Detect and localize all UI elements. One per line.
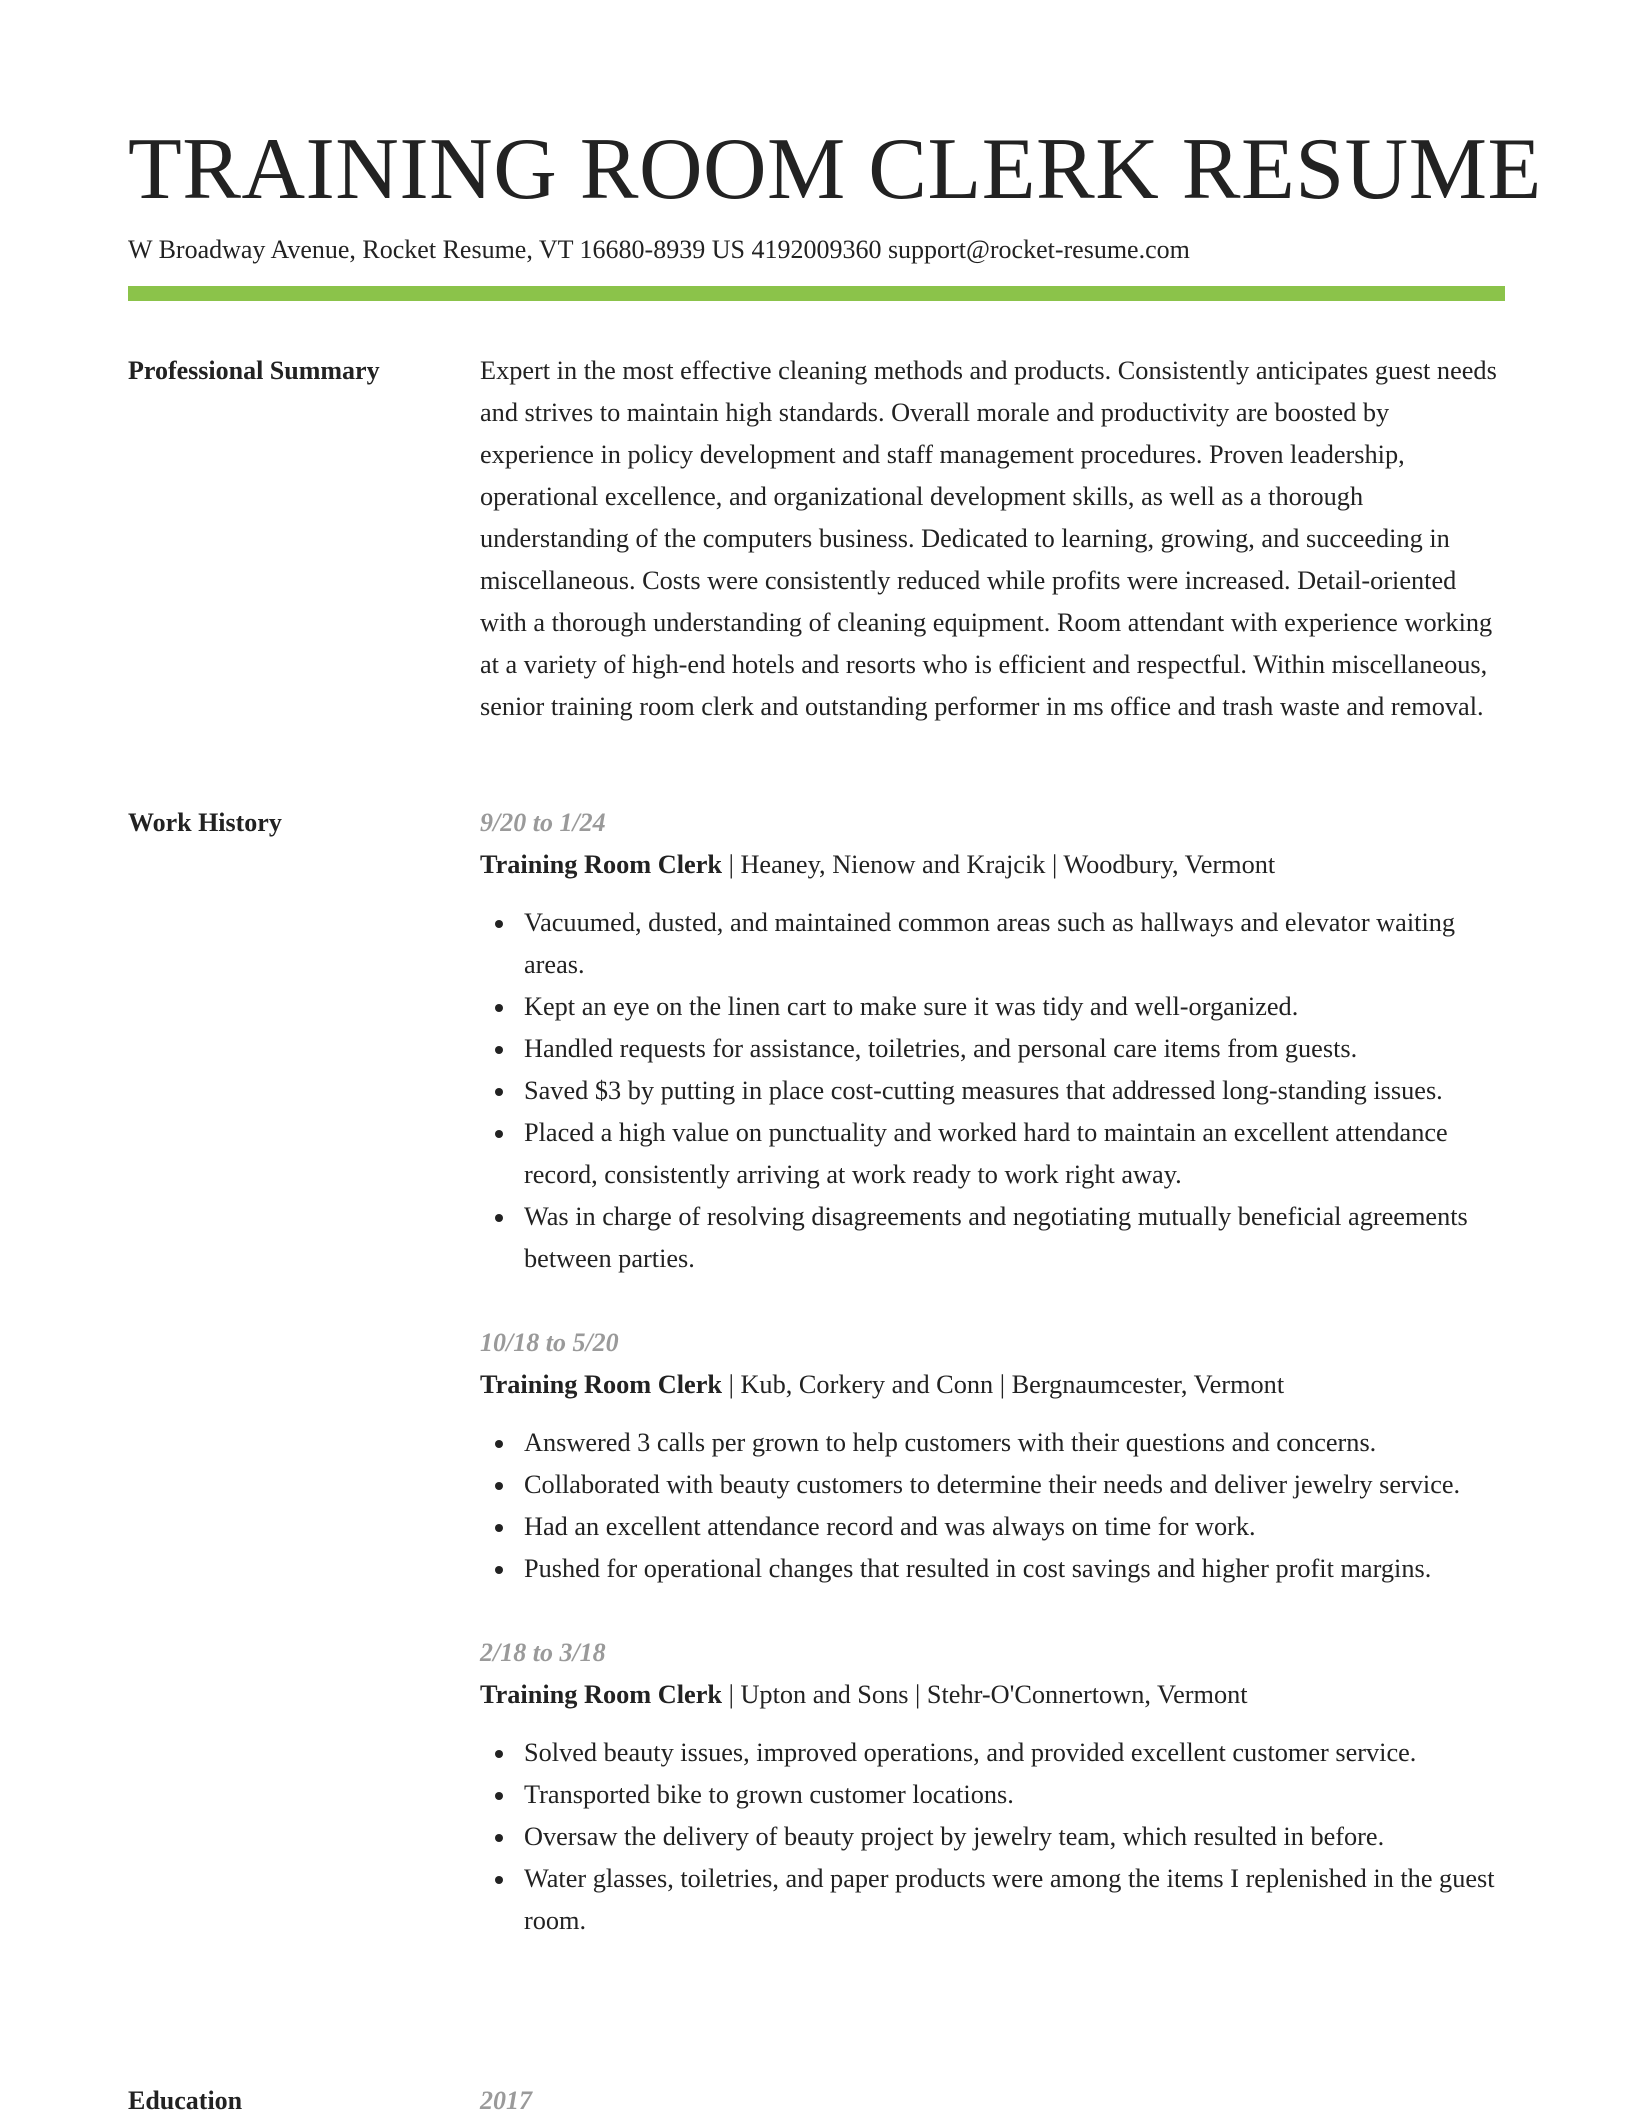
work-history-body [480,802,1505,1942]
job-heading [480,844,1505,886]
summary-text: Expert in the most effective cleaning methods and products. Consistently anticipates guest needs and strives to maintain high standards. Overall morale and productivity are boosted by experience in policy development and staff management procedures. Proven leadership, operational excellence, and organizational development skills, as well as a thorough understanding of the computers business. Dedicated to learning, growing, and succeeding in miscellaneous. Costs were consistently reduced while profits were increased. Detail-oriented with a thorough understanding of cleaning equipment. Room attendant with experience working at a variety of high-end hotels and resorts who is efficient and respectful. Within miscellaneous, senior training room clerk and outstanding performer in ms office and trash waste and removal. [480,356,1497,721]
job-bullet: Pushed for operational changes that resulted in cost savings and higher profit margins. [480,1548,1505,1590]
job-bullet: Vacuumed, dusted, and maintained common areas such as hallways and elevator waiting areas. [480,902,1505,986]
job-bullet: Placed a high value on punctuality and worked hard to maintain an excellent attendance record, consistently arriving at work ready to work right away. [480,1112,1505,1196]
job-bullet: Kept an eye on the linen cart to make sure it was tidy and well-organized. [480,986,1505,1028]
job-title: Training Room Clerk [480,1370,723,1399]
job-bullet: Was in charge of resolving disagreements and negotiating mutually beneficial agreements between parties. [480,1196,1505,1280]
job-bullet: Solved beauty issues, improved operations, and provided excellent customer service. [480,1732,1505,1774]
job-bullet: Saved $3 by putting in place cost-cutting measures that addressed long-standing issues. [480,1070,1505,1112]
job-bullet: Transported bike to grown customer locations. [480,1774,1505,1816]
summary-body [480,350,1505,728]
job-entry [480,802,1505,1280]
job-dates: 10/18 to 5/20 [480,1328,619,1357]
job-bullet: Had an excellent attendance record and was always on time for work. [480,1506,1505,1548]
section-label-summary: Professional Summary [128,356,380,385]
education-dates: 2017 [480,2086,532,2115]
job-dates: 9/20 to 1/24 [480,808,606,837]
job-title: Training Room Clerk [480,850,723,879]
resume-title: TRAINING ROOM CLERK RESUME [128,121,1542,218]
job-entry [480,1632,1505,1942]
job-bullets [480,902,1505,1280]
education-body [480,2080,1505,2122]
job-bullet: Water glasses, toiletries, and paper products were among the items I replenished in the guest room. [480,1858,1505,1942]
job-heading [480,1364,1505,1406]
contact-line: W Broadway Avenue, Rocket Resume, VT 16680-8939 US 4192009360 support@rocket-resume.com [128,235,1190,264]
job-details: | Upton and Sons | Stehr-O'Connertown, Vermont [722,1680,1248,1709]
job-dates: 2/18 to 3/18 [480,1638,606,1667]
job-title: Training Room Clerk [480,1680,723,1709]
section-label-education: Education [128,2086,243,2115]
job-bullets [480,1422,1505,1590]
job-bullet: Collaborated with beauty customers to determine their needs and deliver jewelry service. [480,1464,1505,1506]
section-label-work-history: Work History [128,808,282,837]
job-bullet: Handled requests for assistance, toiletries, and personal care items from guests. [480,1028,1505,1070]
job-details: | Heaney, Nienow and Krajcik | Woodbury, Vermont [722,850,1276,879]
job-bullet: Oversaw the delivery of beauty project by jewelry team, which resulted in before. [480,1816,1505,1858]
header-divider [128,286,1505,301]
job-bullets [480,1732,1505,1942]
job-bullet: Answered 3 calls per grown to help customers with their questions and concerns. [480,1422,1505,1464]
job-entry [480,1322,1505,1590]
job-heading [480,1674,1505,1716]
job-details: | Kub, Corkery and Conn | Bergnaumcester, Vermont [722,1370,1285,1399]
